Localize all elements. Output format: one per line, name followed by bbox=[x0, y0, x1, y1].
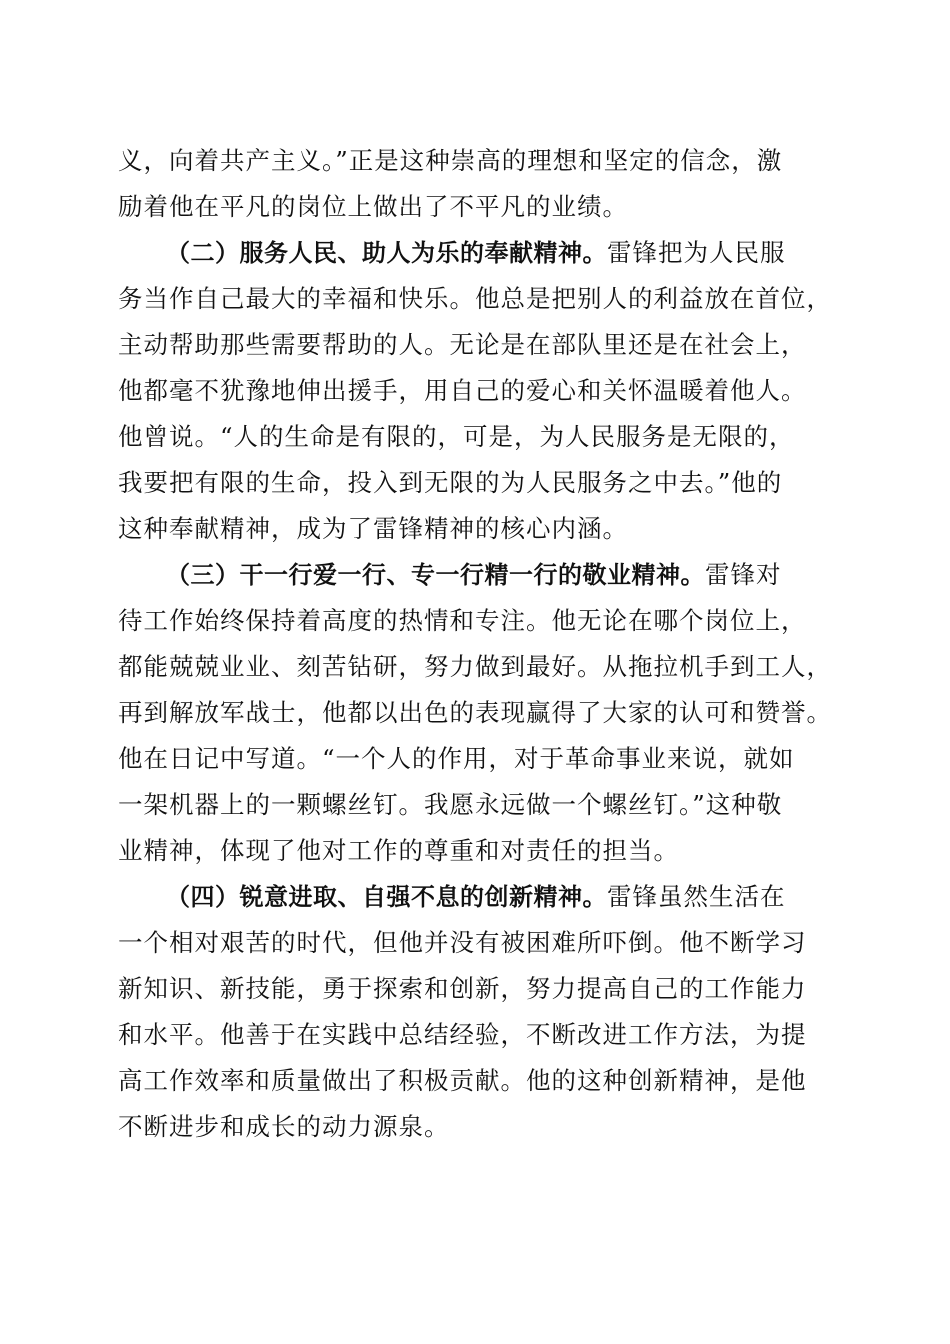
text-run: 雷锋把为人民服 bbox=[607, 238, 786, 267]
text-line: 待工作始终保持着高度的热情和专注。他无论在哪个岗位上， bbox=[118, 606, 807, 635]
text-line: 他曾说。“人的生命是有限的，可是，为人民服务是无限的， bbox=[118, 422, 795, 451]
section-heading: （四）锐意进取、自强不息的创新精神。 bbox=[166, 883, 607, 911]
text-line: 一个相对艰苦的时代，但他并没有被困难所吓倒。他不断学习 bbox=[118, 928, 807, 957]
text-line: 业精神，体现了他对工作的尊重和对责任的担当。 bbox=[118, 836, 679, 865]
paragraph-first-line bbox=[166, 553, 886, 597]
text-line: 务当作自己最大的幸福和快乐。他总是把别人的利益放在首位， bbox=[118, 284, 832, 313]
text-run: 雷锋对 bbox=[705, 560, 782, 589]
paragraph-first-line bbox=[166, 875, 886, 919]
text-line: 不断进步和成长的动力源泉。 bbox=[118, 1112, 450, 1141]
section-heading: （二）服务人民、助人为乐的奉献精神。 bbox=[166, 239, 607, 267]
text-line: 他都毫不犹豫地伸出援手，用自己的爱心和关怀温暖着他人。 bbox=[118, 376, 807, 405]
text-line: 一架机器上的一颗螺丝钉。我愿永远做一个螺丝钉。”这种敬 bbox=[118, 790, 783, 819]
text-line: 他在日记中写道。“一个人的作用，对于革命事业来说，就如 bbox=[118, 744, 795, 773]
text-line: 义，向着共产主义。”正是这种崇高的理想和坚定的信念，激 bbox=[118, 146, 783, 175]
text-line: 这种奉献精神，成为了雷锋精神的核心内涵。 bbox=[118, 514, 628, 543]
text-line: 高工作效率和质量做出了积极贡献。他的这种创新精神，是他 bbox=[118, 1066, 807, 1095]
text-line: 新知识、新技能，勇于探索和创新，努力提高自己的工作能力 bbox=[118, 974, 807, 1003]
text-line: 励着他在平凡的岗位上做出了不平凡的业绩。 bbox=[118, 192, 628, 221]
text-run: 雷锋虽然生活在 bbox=[607, 882, 786, 911]
text-line: 我要把有限的生命，投入到无限的为人民服务之中去。”他的 bbox=[118, 468, 783, 497]
text-line: 和水平。他善于在实践中总结经验，不断改进工作方法，为提 bbox=[118, 1020, 807, 1049]
paragraph-first-line bbox=[166, 231, 886, 275]
text-line: 主动帮助那些需要帮助的人。无论是在部队里还是在社会上， bbox=[118, 330, 807, 359]
text-line: 都能兢兢业业、刻苦钻研，努力做到最好。从拖拉机手到工人， bbox=[118, 652, 832, 681]
text-line: 再到解放军战士，他都以出色的表现赢得了大家的认可和赞誉。 bbox=[118, 698, 832, 727]
section-heading: （三）干一行爱一行、专一行精一行的敬业精神。 bbox=[166, 561, 705, 589]
